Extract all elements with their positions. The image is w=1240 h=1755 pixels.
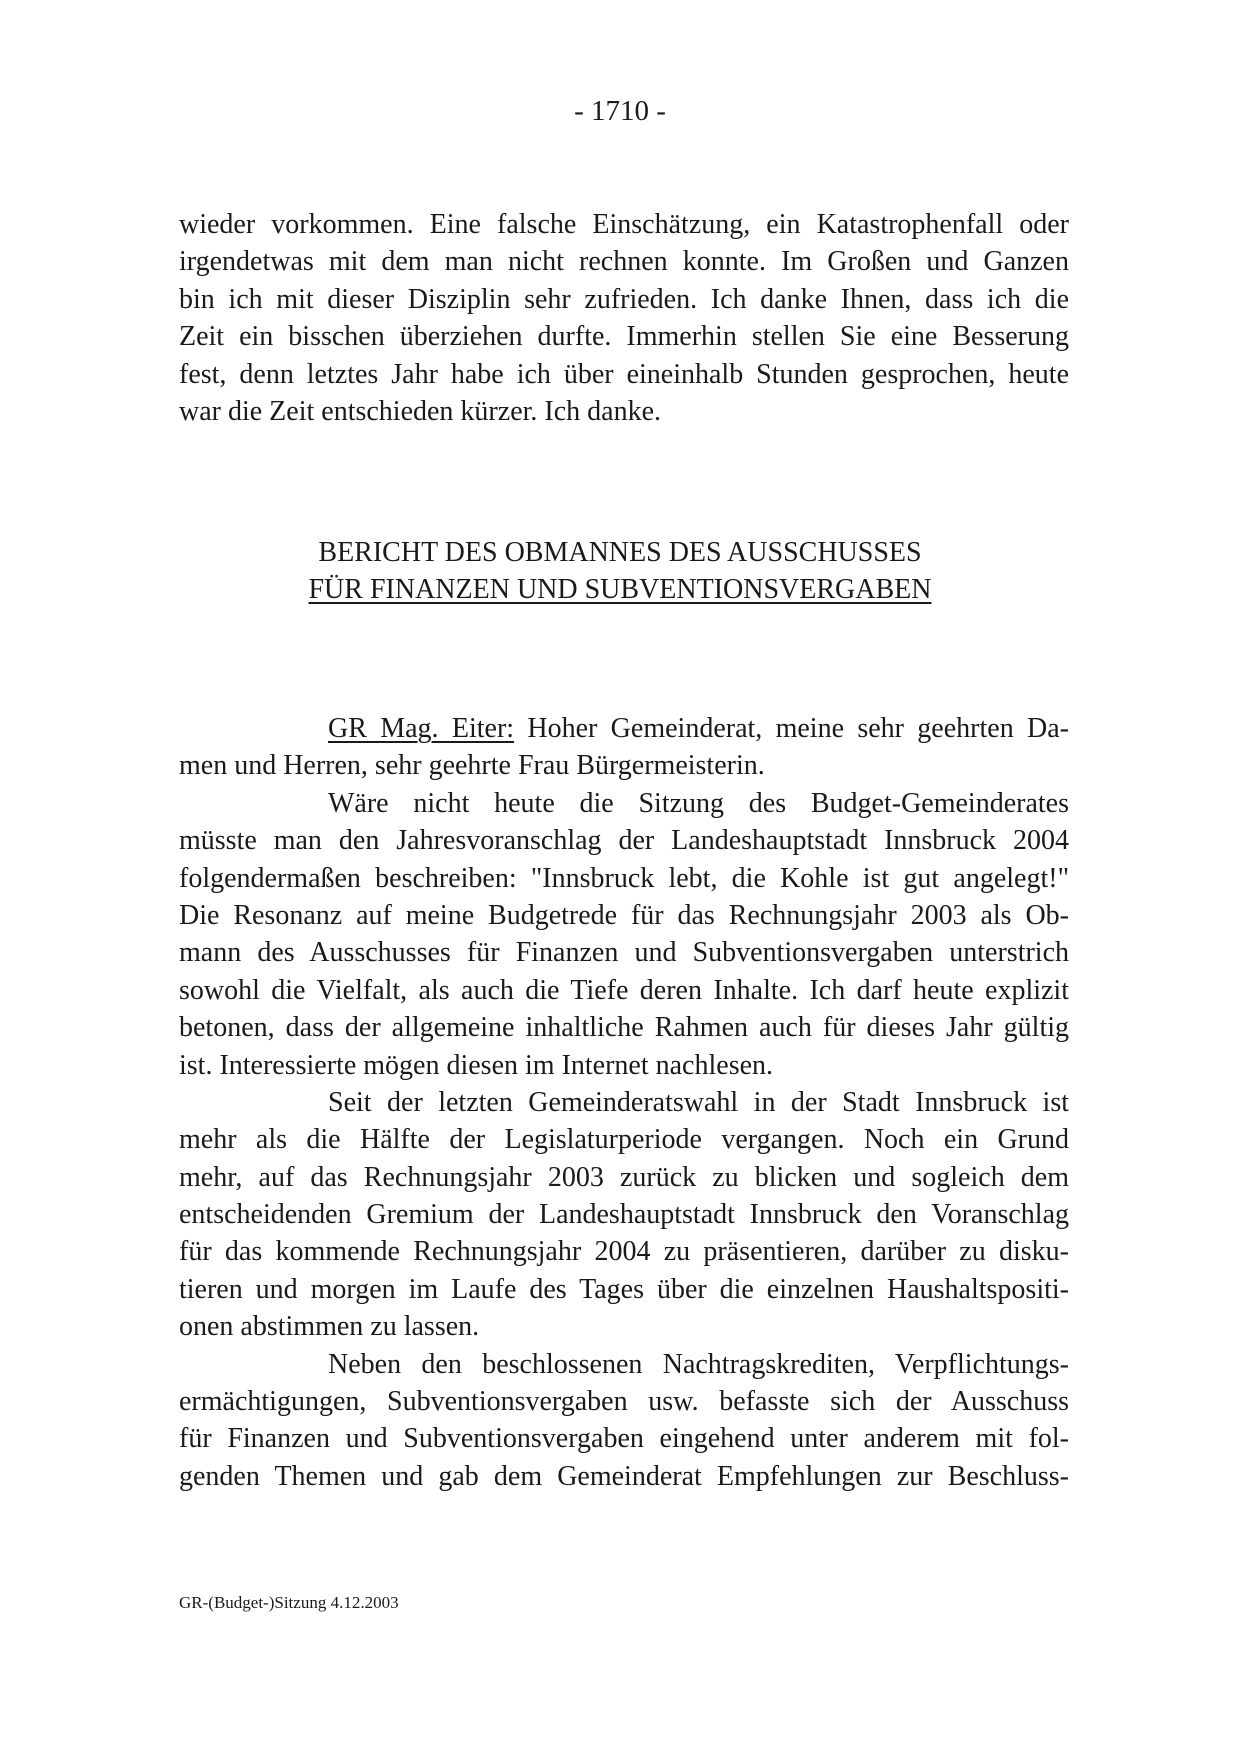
footer: GR-(Budget-)Sitzung 4.12.2003: [179, 1593, 399, 1612]
speaker-name: GR Mag. Eiter:: [328, 713, 515, 744]
text-line: irgendetwas mit dem man nicht rechnen konnte. Im Großen und Ganzen: [179, 246, 1069, 278]
heading-line-1: BERICHT DES OBMANNES DES AUSSCHUSSES: [318, 537, 922, 568]
text-line: onen abstimmen zu lassen.: [179, 1311, 480, 1343]
text-line: mann des Ausschusses für Finanzen und Subventionsvergaben unterstrich: [179, 937, 1069, 969]
text-line: men und Herren, sehr geehrte Frau Bürgermeisterin.: [179, 750, 765, 782]
text-line: war die Zeit entschieden kürzer. Ich danke.: [179, 395, 662, 427]
speech-first-line: [179, 710, 1069, 747]
text-line: fest, denn letztes Jahr habe ich über eineinhalb Stunden gesprochen, heute: [179, 358, 1069, 390]
text-line: tieren und morgen im Laufe des Tages über die einzelnen Haushaltspositi-: [179, 1273, 1069, 1305]
text-line: folgendermaßen beschreiben: "Innsbruck lebt, die Kohle ist gut angelegt!": [179, 862, 1069, 894]
text-line: sowohl die Vielfalt, als auch die Tiefe deren Inhalte. Ich darf heute explizit: [179, 974, 1069, 1006]
section-heading: [0, 534, 1240, 609]
text-line: entscheidenden Gremium der Landeshauptstadt Innsbruck den Voranschlag: [179, 1199, 1069, 1231]
text-line: Zeit ein bisschen überziehen durfte. Immerhin stellen Sie eine Besserung: [179, 321, 1069, 353]
text-line: mehr als die Hälfte der Legislaturperiode vergangen. Noch ein Grund: [179, 1124, 1069, 1156]
speech-body: [179, 710, 1069, 1495]
text-line: genden Themen und gab dem Gemeinderat Empfehlungen zur Beschluss-: [179, 1460, 1069, 1492]
text-line: bin ich mit dieser Disziplin sehr zufrieden. Ich danke Ihnen, dass ich die: [179, 283, 1069, 315]
text-line: betonen, dass der allgemeine inhaltliche Rahmen auch für dieses Jahr gültig: [179, 1012, 1069, 1044]
text-line: Die Resonanz auf meine Budgetrede für das Rechnungsjahr 2003 als Ob-: [179, 899, 1069, 931]
intro-paragraph: [179, 206, 1069, 430]
text-line: ist. Interessierte mögen diesen im Internet nachlesen.: [179, 1049, 774, 1081]
text-line: wieder vorkommen. Eine falsche Einschätzung, ein Katastrophenfall oder: [179, 209, 1069, 240]
text-line: ermächtigungen, Subventionsvergaben usw. befasste sich der Ausschuss: [179, 1386, 1069, 1418]
text-line: mehr, auf das Rechnungsjahr 2003 zurück zu blicken und sogleich dem: [179, 1161, 1069, 1193]
text-line: müsste man den Jahresvoranschlag der Landeshauptstadt Innsbruck 2004: [179, 825, 1069, 857]
page-number: - 1710 -: [574, 95, 666, 127]
speech-first-line-text: Hoher Gemeinderat, meine sehr geehrten Da-: [514, 713, 1069, 744]
text-line: Neben den beschlossenen Nachtragskrediten, Verpflichtungs-: [328, 1348, 1069, 1380]
text-line: für das kommende Rechnungsjahr 2004 zu präsentieren, darüber zu disku-: [179, 1236, 1069, 1268]
text-line: für Finanzen und Subventionsvergaben eingehend unter anderem mit fol-: [179, 1423, 1069, 1455]
text-line: Seit der letzten Gemeinderatswahl in der Stadt Innsbruck ist: [328, 1086, 1069, 1118]
text-line: Wäre nicht heute die Sitzung des Budget-Gemeinderates: [328, 787, 1069, 819]
heading-line-2: FÜR FINANZEN UND SUBVENTIONSVERGABEN: [308, 574, 932, 606]
